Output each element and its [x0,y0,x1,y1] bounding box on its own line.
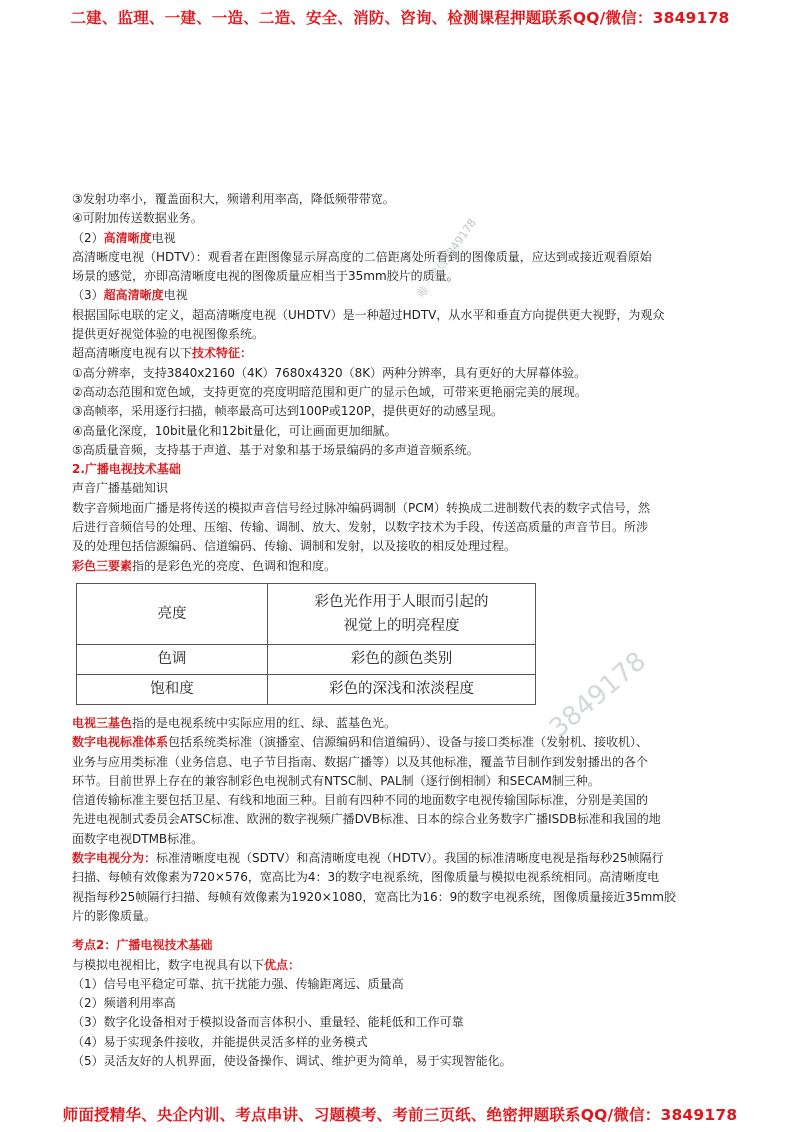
text-line: 片的影像质量。 [72,908,157,923]
text-line: 场景的感觉，亦即高清晰度电视的图像质量应相当于35mm胶片的质量。 [72,269,459,284]
text-line: 彩色三要素指的是彩色光的亮度、色调和饱和度。 [72,558,337,573]
text-line: 与模拟电视相比，数字电视具有以下优点： [72,957,301,972]
table-cell: 饱和度 [77,674,268,704]
table-cell: 色调 [77,644,268,674]
text-line: ②高动态范围和宽色域，支持更宽的亮度明暗范围和更广的显示色域，可带来更艳丽完美的展现。 [72,384,587,399]
table-cell: 彩色的颜色类别 [268,644,536,674]
table-cell: 亮度 [77,583,268,644]
text-line: 数字电视分为：标准清晰度电视（SDTV）和高清晰度电视（HDTV）。我国的标准清晰度电视是指每秒25帧隔行 [72,851,664,866]
text-line: 扫描、每帧有效像素为720×576，宽高比为4：3的数字电视系统，图像质量与模拟电视系统相同。高清晰度电 [72,870,660,885]
table-row [77,644,536,674]
text-line: 数字音频地面广播是将传送的模拟声音信号经过脉冲编码调制（PCM）转换成二进制数代表的数字式信号，然 [72,500,650,515]
table-row [77,583,536,644]
text-line: 视指每秒25帧隔行扫描、每帧有效像素为1920×1080，宽高比为16：9的数字电视系统，图像质量接近35mm胶 [72,889,676,904]
text-line: 根据国际电联的定义，超高清晰度电视（UHDTV）是一种超过HDTV，从水平和垂直方向提供更大视野，为观众 [72,307,665,322]
table-row [77,674,536,704]
text-line: （1）信号电平稳定可靠、抗干扰能力强、传输距离远、质量高 [72,976,404,991]
text-line: 先进电视制式委员会ATSC标准、欧洲的数字视频广播DVB标准、日本的综合业务数字广播ISDB标准和我国的地 [72,812,661,827]
table-cell: 彩色的深浅和浓淡程度 [268,674,536,704]
text-line: 环节。目前世界上存在的兼容制彩色电视制式有NTSC制、PAL制（逐行倒相制）和SECAM制三种。 [72,773,600,788]
section-heading: 2.广播电视技术基础 [72,462,181,477]
text-line: 及的处理包括信源编码、信道编码、传输、调制和发射，以及接收的相反处理过程。 [72,539,517,554]
text-line: 后进行音频信号的处理、压缩、传输、调制、放大、发射，以数字技术为手段，传送高质量的声音节目。所涉 [72,520,649,535]
text-line: 信道传输标准主要包括卫星、有线和地面三种。目前有四种不同的地面数字电视传输国际标准，分别是美国的 [72,793,649,808]
bottom-banner: 师面授精华、央企内训、考点串讲、习题模考、考前三页纸、绝密押题联系QQ/微信：3849178 [62,1106,738,1124]
text-line: ③发射功率小，覆盖面积大，频谱利用率高，降低频带带宽。 [72,192,395,206]
text-line: （2）频谱利用率高 [72,996,176,1011]
text-line: （5）灵活友好的人机界面，使设备操作、调试、维护更为简单，易于实现智能化。 [72,1053,512,1068]
table-cell: 彩色光作用于人眼而引起的 视觉上的明亮程度 [268,583,536,644]
text-line: ③高帧率，采用逐行扫描，帧率最高可达到100P或120P，提供更好的动感呈现。 [72,404,504,419]
text-line: ④高量化深度，10bit量化和12bit量化，可让画面更加细腻。 [72,423,397,438]
text-line: 面数字电视DTMB标准。 [72,831,204,846]
watermark: 唯一微信3849178 [414,216,479,301]
text-line: ④可附加传送数据业务。 [72,211,203,226]
text-line: 业务与应用类标准（业务信息、电子节目指南、数据广播等）以及其他标准，覆盖节目制作到发射播出的各个 [72,754,649,769]
text-line: （4）易于实现条件接收，并能提供灵活多样的业务模式 [72,1034,368,1049]
section-heading: 考点2：广播电视技术基础 [72,938,213,953]
subheading-hdtv: （2）高清晰度电视 [72,230,176,245]
text-line: 声音广播基础知识 [72,481,169,496]
text-line: 数字电视标准体系包括系统类标准（演播室、信源编码和信道编码）、设备与接口类标准（发射机、接收机）、 [72,735,649,750]
text-line: ①高分辨率，支持3840x2160（4K）7680x4320（8K）两种分辨率，具有更好的大屏幕体验。 [72,365,587,380]
watermark: 3849178 [543,646,652,744]
text-line: 电视三基色指的是电视系统中实际应用的红、绿、蓝基色光。 [72,715,397,730]
text-line: 提供更好视觉体验的电视图像系统。 [72,327,265,342]
text-line: ⑤高质量音频，支持基于声道、基于对象和基于场景编码的多声道音频系统。 [72,442,479,457]
text-line: （3）数字化设备相对于模拟设备而言体积小、重量轻、能耗低和工作可靠 [72,1015,464,1030]
top-banner: 二建、监理、一建、一造、二造、安全、消防、咨询、检测课程押题联系QQ/微信：3849178 [70,9,730,27]
text-line: 超高清晰度电视有以下技术特征： [72,346,253,361]
text-line: 高清晰度电视（HDTV）：观看者在距图像显示屏高度的二倍距离处所看到的图像质量，应达到或接近观看原始 [72,249,652,264]
color-elements-table [76,583,536,705]
document-body [72,190,732,1071]
subheading-uhdtv: （3）超高清晰度电视 [72,288,188,303]
